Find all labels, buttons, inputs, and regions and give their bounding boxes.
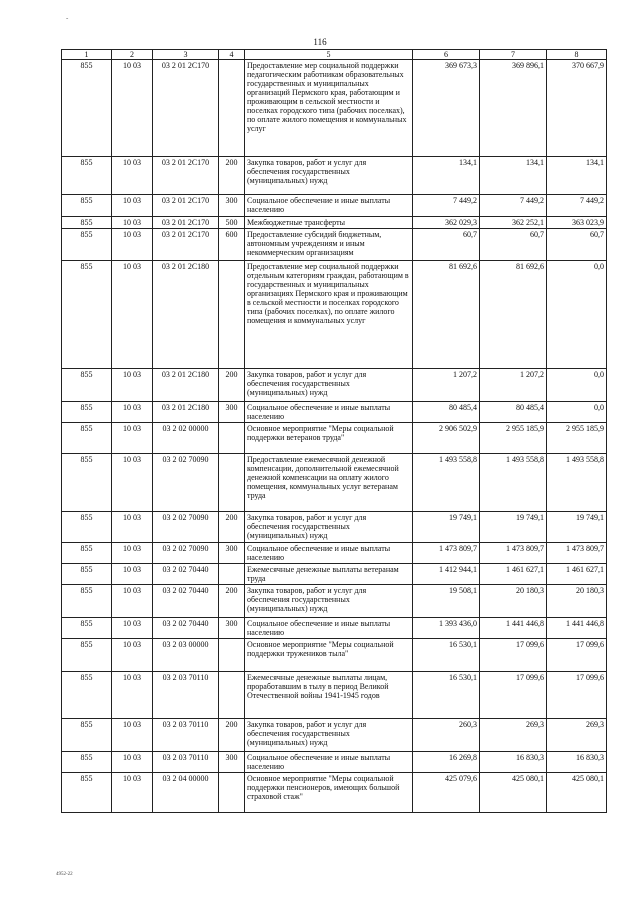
cell-name: Закупка товаров, работ и услуг для обеспечения государственных (муниципальных) нужд bbox=[245, 157, 413, 195]
cell-amount-year1: 362 029,3 bbox=[413, 217, 480, 229]
cell-expense-type bbox=[219, 773, 245, 813]
cell-amount-year3: 134,1 bbox=[547, 157, 607, 195]
cell-section-code: 10 03 bbox=[112, 157, 153, 195]
cell-target-code: 03 2 01 2С180 bbox=[153, 261, 219, 369]
cell-target-code: 03 2 03 70110 bbox=[153, 752, 219, 773]
cell-admin-code: 855 bbox=[62, 402, 112, 423]
cell-expense-type bbox=[219, 423, 245, 454]
cell-section-code: 10 03 bbox=[112, 639, 153, 672]
cell-admin-code: 855 bbox=[62, 454, 112, 512]
cell-amount-year3: 1 473 809,7 bbox=[547, 543, 607, 564]
cell-name: Межбюджетные трансферты bbox=[245, 217, 413, 229]
cell-name: Социальное обеспечение и иные выплаты населению bbox=[245, 195, 413, 217]
cell-amount-year3: 2 955 185,9 bbox=[547, 423, 607, 454]
cell-amount-year3: 17 099,6 bbox=[547, 639, 607, 672]
cell-target-code: 03 2 01 2С170 bbox=[153, 229, 219, 261]
cell-name: Предоставление мер социальной поддержки отдельным категориям граждан, работающим в государственных и муниципальных организациях Пермского края и проживающим в сельской местности и поселках городского типа (рабочих поселках), по оплате жилого помещения и коммунальных услуг bbox=[245, 261, 413, 369]
table-row bbox=[62, 261, 607, 369]
cell-amount-year3: 363 023,9 bbox=[547, 217, 607, 229]
cell-amount-year2: 7 449,2 bbox=[480, 195, 547, 217]
table-row bbox=[62, 543, 607, 564]
cell-name: Предоставление мер социальной поддержки педагогическим работникам образовательных государственных и муниципальных организаций Пермского края, работающим и проживающим в сельской местности и поселках городского типа (рабочих поселках), по оплате жилого помещения и коммунальных услуг bbox=[245, 60, 413, 157]
cell-target-code: 03 2 02 70440 bbox=[153, 618, 219, 639]
cell-amount-year1: 369 673,3 bbox=[413, 60, 480, 157]
cell-admin-code: 855 bbox=[62, 157, 112, 195]
cell-target-code: 03 2 02 70440 bbox=[153, 564, 219, 585]
cell-name: Закупка товаров, работ и услуг для обеспечения государственных (муниципальных) нужд bbox=[245, 719, 413, 752]
cell-amount-year3: 269,3 bbox=[547, 719, 607, 752]
cell-name: Предоставление ежемесячной денежной компенсации, дополнительной ежемесячной денежной компенсации на оплату жилого помещения, коммунальных услуг ветеранам труда bbox=[245, 454, 413, 512]
cell-expense-type: 200 bbox=[219, 157, 245, 195]
cell-amount-year3: 7 449,2 bbox=[547, 195, 607, 217]
table-row bbox=[62, 618, 607, 639]
cell-section-code: 10 03 bbox=[112, 423, 153, 454]
cell-expense-type: 500 bbox=[219, 217, 245, 229]
cell-amount-year1: 2 906 502,9 bbox=[413, 423, 480, 454]
cell-expense-type bbox=[219, 261, 245, 369]
table-row bbox=[62, 195, 607, 217]
cell-name: Социальное обеспечение и иные выплаты населению bbox=[245, 402, 413, 423]
cell-admin-code: 855 bbox=[62, 639, 112, 672]
cell-expense-type: 600 bbox=[219, 229, 245, 261]
cell-name: Закупка товаров, работ и услуг для обеспечения государственных (муниципальных) нужд bbox=[245, 369, 413, 402]
cell-expense-type bbox=[219, 60, 245, 157]
cell-amount-year1: 1 473 809,7 bbox=[413, 543, 480, 564]
table-row bbox=[62, 157, 607, 195]
cell-amount-year3: 17 099,6 bbox=[547, 672, 607, 719]
footer-code: 4952-22 bbox=[56, 872, 73, 877]
cell-amount-year3: 1 493 558,8 bbox=[547, 454, 607, 512]
cell-target-code: 03 2 03 70110 bbox=[153, 672, 219, 719]
table-row bbox=[62, 773, 607, 813]
cell-amount-year2: 134,1 bbox=[480, 157, 547, 195]
column-header: 7 bbox=[480, 50, 547, 60]
cell-expense-type: 300 bbox=[219, 402, 245, 423]
cell-section-code: 10 03 bbox=[112, 217, 153, 229]
cell-target-code: 03 2 01 2С170 bbox=[153, 217, 219, 229]
column-header: 2 bbox=[112, 50, 153, 60]
cell-expense-type: 200 bbox=[219, 719, 245, 752]
cell-amount-year1: 19 749,1 bbox=[413, 512, 480, 543]
cell-name: Социальное обеспечение и иные выплаты населению bbox=[245, 618, 413, 639]
cell-target-code: 03 2 02 70090 bbox=[153, 512, 219, 543]
cell-admin-code: 855 bbox=[62, 369, 112, 402]
table-row bbox=[62, 512, 607, 543]
cell-admin-code: 855 bbox=[62, 423, 112, 454]
cell-amount-year2: 2 955 185,9 bbox=[480, 423, 547, 454]
cell-section-code: 10 03 bbox=[112, 618, 153, 639]
cell-admin-code: 855 bbox=[62, 752, 112, 773]
cell-amount-year2: 369 896,1 bbox=[480, 60, 547, 157]
table-row bbox=[62, 672, 607, 719]
cell-admin-code: 855 bbox=[62, 618, 112, 639]
cell-name: Социальное обеспечение и иные выплаты населению bbox=[245, 543, 413, 564]
cell-target-code: 03 2 02 70090 bbox=[153, 543, 219, 564]
table-row bbox=[62, 585, 607, 618]
cell-amount-year2: 81 692,6 bbox=[480, 261, 547, 369]
cell-section-code: 10 03 bbox=[112, 752, 153, 773]
cell-amount-year2: 1 493 558,8 bbox=[480, 454, 547, 512]
cell-expense-type: 300 bbox=[219, 543, 245, 564]
cell-expense-type bbox=[219, 454, 245, 512]
cell-target-code: 03 2 02 00000 bbox=[153, 423, 219, 454]
cell-amount-year1: 1 412 944,1 bbox=[413, 564, 480, 585]
column-header: 8 bbox=[547, 50, 607, 60]
cell-amount-year2: 19 749,1 bbox=[480, 512, 547, 543]
cell-expense-type: 300 bbox=[219, 195, 245, 217]
cell-amount-year2: 17 099,6 bbox=[480, 672, 547, 719]
column-header: 6 bbox=[413, 50, 480, 60]
cell-amount-year1: 19 508,1 bbox=[413, 585, 480, 618]
column-header: 4 bbox=[219, 50, 245, 60]
cell-target-code: 03 2 04 00000 bbox=[153, 773, 219, 813]
table-row bbox=[62, 369, 607, 402]
cell-target-code: 03 2 03 70110 bbox=[153, 719, 219, 752]
cell-amount-year1: 80 485,4 bbox=[413, 402, 480, 423]
cell-amount-year3: 19 749,1 bbox=[547, 512, 607, 543]
cell-name: Ежемесячные денежные выплаты лицам, проработавшим в тылу в период Великой Отечественной войны 1941-1945 годов bbox=[245, 672, 413, 719]
table-row bbox=[62, 217, 607, 229]
table-row bbox=[62, 564, 607, 585]
cell-target-code: 03 2 01 2С170 bbox=[153, 157, 219, 195]
cell-section-code: 10 03 bbox=[112, 60, 153, 157]
cell-amount-year1: 425 079,6 bbox=[413, 773, 480, 813]
table-row bbox=[62, 423, 607, 454]
cell-admin-code: 855 bbox=[62, 217, 112, 229]
cell-name: Основное мероприятие "Меры социальной поддержки тружеников тыла" bbox=[245, 639, 413, 672]
cell-admin-code: 855 bbox=[62, 60, 112, 157]
table-row bbox=[62, 719, 607, 752]
page-number: 116 bbox=[313, 37, 327, 47]
cell-amount-year2: 16 830,3 bbox=[480, 752, 547, 773]
cell-amount-year3: 60,7 bbox=[547, 229, 607, 261]
cell-amount-year1: 60,7 bbox=[413, 229, 480, 261]
cell-expense-type bbox=[219, 639, 245, 672]
cell-section-code: 10 03 bbox=[112, 261, 153, 369]
cell-amount-year1: 1 393 436,0 bbox=[413, 618, 480, 639]
table-row bbox=[62, 60, 607, 157]
cell-target-code: 03 2 02 70090 bbox=[153, 454, 219, 512]
cell-target-code: 03 2 01 2С170 bbox=[153, 195, 219, 217]
cell-amount-year1: 16 530,1 bbox=[413, 639, 480, 672]
cell-section-code: 10 03 bbox=[112, 229, 153, 261]
cell-amount-year1: 260,3 bbox=[413, 719, 480, 752]
cell-section-code: 10 03 bbox=[112, 454, 153, 512]
cell-section-code: 10 03 bbox=[112, 773, 153, 813]
scan-mark: - bbox=[66, 14, 69, 22]
cell-target-code: 03 2 01 2С180 bbox=[153, 402, 219, 423]
cell-name: Основное мероприятие "Меры социальной поддержки ветеранов труда" bbox=[245, 423, 413, 454]
cell-amount-year2: 80 485,4 bbox=[480, 402, 547, 423]
cell-section-code: 10 03 bbox=[112, 369, 153, 402]
cell-section-code: 10 03 bbox=[112, 672, 153, 719]
cell-amount-year3: 370 667,9 bbox=[547, 60, 607, 157]
cell-amount-year2: 1 207,2 bbox=[480, 369, 547, 402]
cell-admin-code: 855 bbox=[62, 672, 112, 719]
cell-section-code: 10 03 bbox=[112, 195, 153, 217]
cell-amount-year1: 1 493 558,8 bbox=[413, 454, 480, 512]
cell-admin-code: 855 bbox=[62, 719, 112, 752]
cell-section-code: 10 03 bbox=[112, 512, 153, 543]
cell-section-code: 10 03 bbox=[112, 585, 153, 618]
table-row bbox=[62, 402, 607, 423]
cell-expense-type: 200 bbox=[219, 585, 245, 618]
cell-target-code: 03 2 01 2С180 bbox=[153, 369, 219, 402]
column-header: 3 bbox=[153, 50, 219, 60]
cell-section-code: 10 03 bbox=[112, 402, 153, 423]
cell-amount-year1: 7 449,2 bbox=[413, 195, 480, 217]
table-row bbox=[62, 639, 607, 672]
cell-expense-type: 300 bbox=[219, 752, 245, 773]
budget-table bbox=[61, 49, 607, 813]
cell-amount-year2: 1 441 446,8 bbox=[480, 618, 547, 639]
cell-section-code: 10 03 bbox=[112, 719, 153, 752]
cell-amount-year2: 1 473 809,7 bbox=[480, 543, 547, 564]
table-row bbox=[62, 454, 607, 512]
cell-amount-year2: 269,3 bbox=[480, 719, 547, 752]
cell-amount-year1: 134,1 bbox=[413, 157, 480, 195]
cell-amount-year3: 0,0 bbox=[547, 261, 607, 369]
header-row bbox=[62, 50, 607, 60]
cell-amount-year3: 0,0 bbox=[547, 402, 607, 423]
cell-amount-year3: 425 080,1 bbox=[547, 773, 607, 813]
cell-admin-code: 855 bbox=[62, 543, 112, 564]
cell-admin-code: 855 bbox=[62, 229, 112, 261]
cell-expense-type: 300 bbox=[219, 618, 245, 639]
cell-name: Социальное обеспечение и иные выплаты населению bbox=[245, 752, 413, 773]
cell-admin-code: 855 bbox=[62, 261, 112, 369]
cell-amount-year2: 425 080,1 bbox=[480, 773, 547, 813]
cell-amount-year2: 1 461 627,1 bbox=[480, 564, 547, 585]
cell-amount-year2: 362 252,1 bbox=[480, 217, 547, 229]
cell-target-code: 03 2 03 00000 bbox=[153, 639, 219, 672]
cell-amount-year3: 1 441 446,8 bbox=[547, 618, 607, 639]
column-header: 5 bbox=[245, 50, 413, 60]
cell-admin-code: 855 bbox=[62, 564, 112, 585]
cell-name: Ежемесячные денежные выплаты ветеранам труда bbox=[245, 564, 413, 585]
cell-target-code: 03 2 02 70440 bbox=[153, 585, 219, 618]
cell-amount-year1: 81 692,6 bbox=[413, 261, 480, 369]
cell-name: Основное мероприятие "Меры социальной поддержки пенсионеров, имеющих большой страховой стаж" bbox=[245, 773, 413, 813]
cell-amount-year2: 17 099,6 bbox=[480, 639, 547, 672]
cell-name: Закупка товаров, работ и услуг для обеспечения государственных (муниципальных) нужд bbox=[245, 512, 413, 543]
cell-amount-year2: 60,7 bbox=[480, 229, 547, 261]
cell-admin-code: 855 bbox=[62, 512, 112, 543]
cell-amount-year1: 16 269,8 bbox=[413, 752, 480, 773]
cell-amount-year3: 20 180,3 bbox=[547, 585, 607, 618]
cell-expense-type bbox=[219, 564, 245, 585]
column-header: 1 bbox=[62, 50, 112, 60]
cell-admin-code: 855 bbox=[62, 585, 112, 618]
cell-amount-year3: 0,0 bbox=[547, 369, 607, 402]
table-row bbox=[62, 229, 607, 261]
cell-admin-code: 855 bbox=[62, 773, 112, 813]
table-row bbox=[62, 752, 607, 773]
cell-section-code: 10 03 bbox=[112, 543, 153, 564]
cell-amount-year3: 16 830,3 bbox=[547, 752, 607, 773]
cell-expense-type bbox=[219, 672, 245, 719]
cell-name: Предоставление субсидий бюджетным, автономным учреждениям и иным некоммерческим организациям bbox=[245, 229, 413, 261]
cell-amount-year2: 20 180,3 bbox=[480, 585, 547, 618]
cell-amount-year1: 1 207,2 bbox=[413, 369, 480, 402]
cell-amount-year1: 16 530,1 bbox=[413, 672, 480, 719]
cell-expense-type: 200 bbox=[219, 369, 245, 402]
cell-target-code: 03 2 01 2С170 bbox=[153, 60, 219, 157]
cell-section-code: 10 03 bbox=[112, 564, 153, 585]
cell-admin-code: 855 bbox=[62, 195, 112, 217]
cell-expense-type: 200 bbox=[219, 512, 245, 543]
cell-amount-year3: 1 461 627,1 bbox=[547, 564, 607, 585]
cell-name: Закупка товаров, работ и услуг для обеспечения государственных (муниципальных) нужд bbox=[245, 585, 413, 618]
